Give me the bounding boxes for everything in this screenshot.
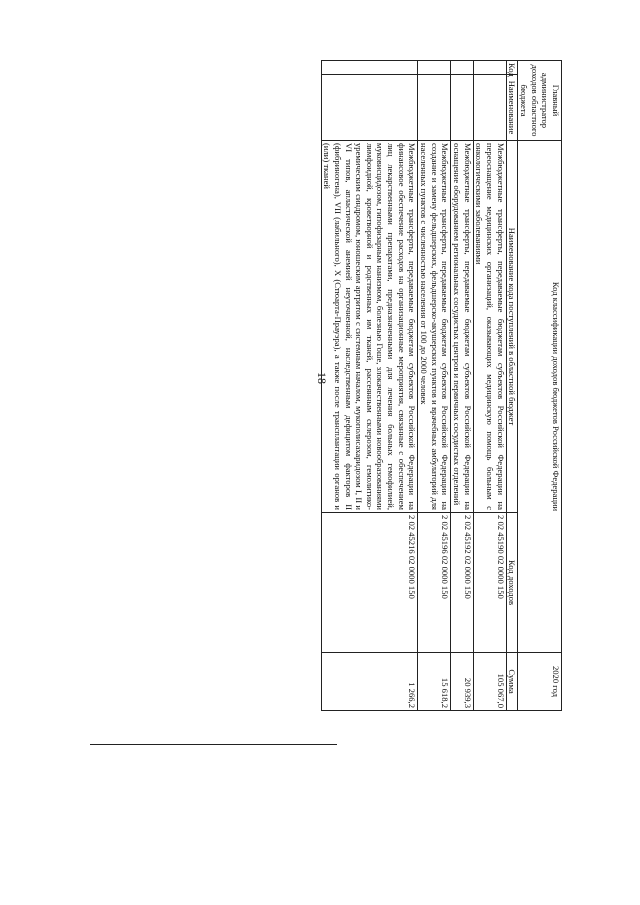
table-row <box>473 61 506 711</box>
header-row-2 <box>506 61 518 711</box>
header-row-1 <box>518 61 562 711</box>
row-income-code: 2 02 45190 02 0000 150 <box>473 513 506 653</box>
row-amount: 15 618,2 <box>418 653 451 711</box>
row-amount: 20 939,3 <box>451 653 473 711</box>
row-admin-name <box>321 75 418 141</box>
classification-header: Код классификации доходов бюджетов Российской Федерации <box>518 141 562 653</box>
name-header: Наименование <box>506 75 518 141</box>
page-number: 18 <box>315 372 329 384</box>
row-description: Межбюджетные трансферты, передаваемые бюджетам субъектов Российской Федерации на создание и замену фельдшерских, фельдшерско-акушерских пунктов и врачебных амбулаторий для населенных пунктов с численностью населения от 100 до 2000 человек <box>418 141 451 513</box>
table-row <box>321 61 418 711</box>
income-name-header: Наименование кода поступлений в областной бюджет <box>506 141 518 513</box>
code-header: Код <box>506 61 518 75</box>
footnote-separator <box>90 744 337 745</box>
budget-revenue-table <box>321 60 562 711</box>
row-admin-code <box>418 61 451 75</box>
table-container <box>107 60 562 710</box>
row-amount: 105 067,0 <box>473 653 506 711</box>
row-description: Межбюджетные трансферты, передаваемые бюджетам субъектов Российской Федерации на оснащение оборудованием региональных сосудистых центров и первичных сосудистых отделений <box>451 141 473 513</box>
row-admin-name <box>418 75 451 141</box>
row-description: Межбюджетные трансферты, передаваемые бюджетам субъектов Российской Федерации на финансовое обеспечение расходов на организационные мероприятия, связанные с обеспечением лиц лекарственными препаратами, предназначенными для лечения больных гемофилией, муковисцидозом, гипофизарным нанизмом, болезнью Гоше, злокачественными новообразованиями лимфоидной, кроветворной и родственных им тканей, рассеянным склерозом, гемолитико-уремическим синдромом, юношеским артритом с системным началом, мукополисахаридозом I, II и VI типов, апластической анемией неуточненной, наследственным дефицитом факторов II (фибриногена), VII (лабильного), X (Стюарта-Прауэра), а также после трансплантации органов и (или) тканей <box>321 141 418 513</box>
sum-header: Сумма <box>506 653 518 711</box>
row-income-code: 2 02 45216 02 0000 150 <box>321 513 418 653</box>
table-row <box>451 61 473 711</box>
row-income-code: 2 02 45192 02 0000 150 <box>451 513 473 653</box>
row-description: Межбюджетные трансферты, передаваемые бюджетам субъектов Российской Федерации на переоснащение медицинских организаций, оказывающих медицинскую помощь больным с онкологическими заболеваниями <box>473 141 506 513</box>
row-admin-name <box>473 75 506 141</box>
income-code-header: Код доходов <box>506 513 518 653</box>
row-income-code: 2 02 45196 02 0000 150 <box>418 513 451 653</box>
table-row <box>418 61 451 711</box>
row-amount: 1 266,2 <box>321 653 418 711</box>
row-admin-code <box>321 61 418 75</box>
row-admin-code <box>451 61 473 75</box>
row-admin-name <box>451 75 473 141</box>
row-admin-code <box>473 61 506 75</box>
rotated-table-frame <box>107 60 562 710</box>
admin-header: Главный администратор доходов областного бюджета <box>518 61 562 141</box>
year-header: 2020 год <box>518 653 562 711</box>
